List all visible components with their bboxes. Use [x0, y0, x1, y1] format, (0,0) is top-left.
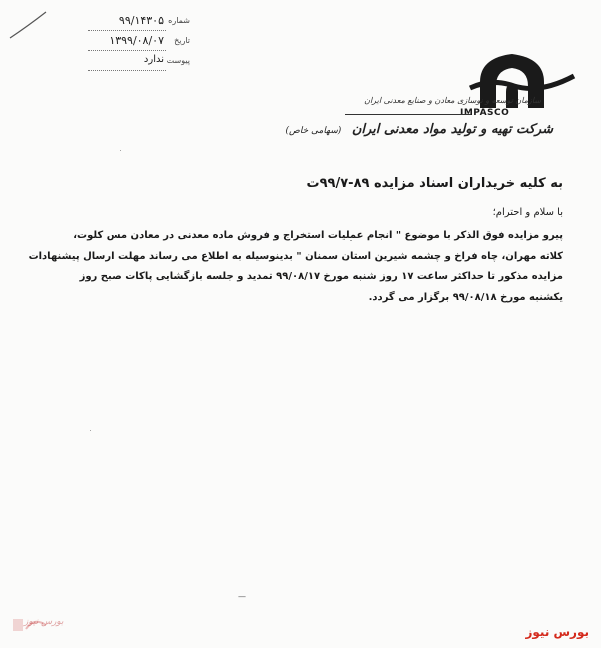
meta-number-line [88, 30, 166, 31]
company-name-text: شرکت تهیه و تولید مواد معدنی ایران [351, 122, 553, 137]
meta-attachment-row [60, 54, 190, 74]
watermark-text: بورس نیوز [24, 617, 64, 627]
meta-date-row [60, 34, 190, 54]
meta-date-label: تاریخ [174, 36, 190, 45]
company-org-line: سازمان توسعه و نوسازی معادن و صنایع معدنی ایران [364, 96, 541, 105]
corner-mark-icon [8, 8, 48, 48]
meta-attachment-value: ندارد [143, 54, 164, 65]
letter-line: یکشنبه مورخ ۹۹/۰۸/۱۸ برگزار می گردد. [368, 291, 563, 303]
letter-salutation: با سلام و احترام؛ [492, 207, 563, 218]
letter-line: کلاته مهران، چاه فراخ و چشمه شیرین استان سمنان " بدینوسیله به اطلاع می رساند مهلت ارسال پیشنهادات [28, 250, 563, 262]
letter-line: پیرو مزایده فوق الذکر با موضوع " انجام عملیات استخراج و فروش ماده معدنی در معادن مس کلوت، [73, 230, 563, 241]
letter-meta [60, 14, 190, 74]
letter-heading: به کلیه خریداران اسناد مزایده ۸۹-۹۹/۷ت [306, 176, 563, 191]
company-name [285, 122, 553, 137]
meta-number-row [60, 14, 190, 34]
meta-date-line [88, 50, 166, 51]
scan-speck [90, 430, 91, 431]
company-type: (سهامی خاص) [285, 126, 342, 136]
letter-line: مزایده مذکور تا حداکثر ساعت ۱۷ روز شنبه مورخ ۹۹/۰۸/۱۷ تمدید و جلسه بازگشایی پاکات صبح روز [79, 271, 563, 282]
meta-attachment-label: پیوست [166, 56, 190, 65]
meta-number-value: ۹۹/۱۴۳۰۵ [118, 14, 164, 27]
scan-speck [120, 150, 121, 151]
meta-number-label: شماره [168, 16, 190, 25]
meta-date-value: ۱۳۹۹/۰۸/۰۷ [109, 34, 164, 47]
footer-brand: بورس نیوز [525, 625, 589, 639]
signature-mark: — [238, 592, 246, 601]
header-rule [345, 114, 471, 115]
logo-brand-text: IMPASCO [460, 108, 510, 118]
meta-attachment-line [88, 70, 166, 71]
letter-body [28, 226, 563, 308]
